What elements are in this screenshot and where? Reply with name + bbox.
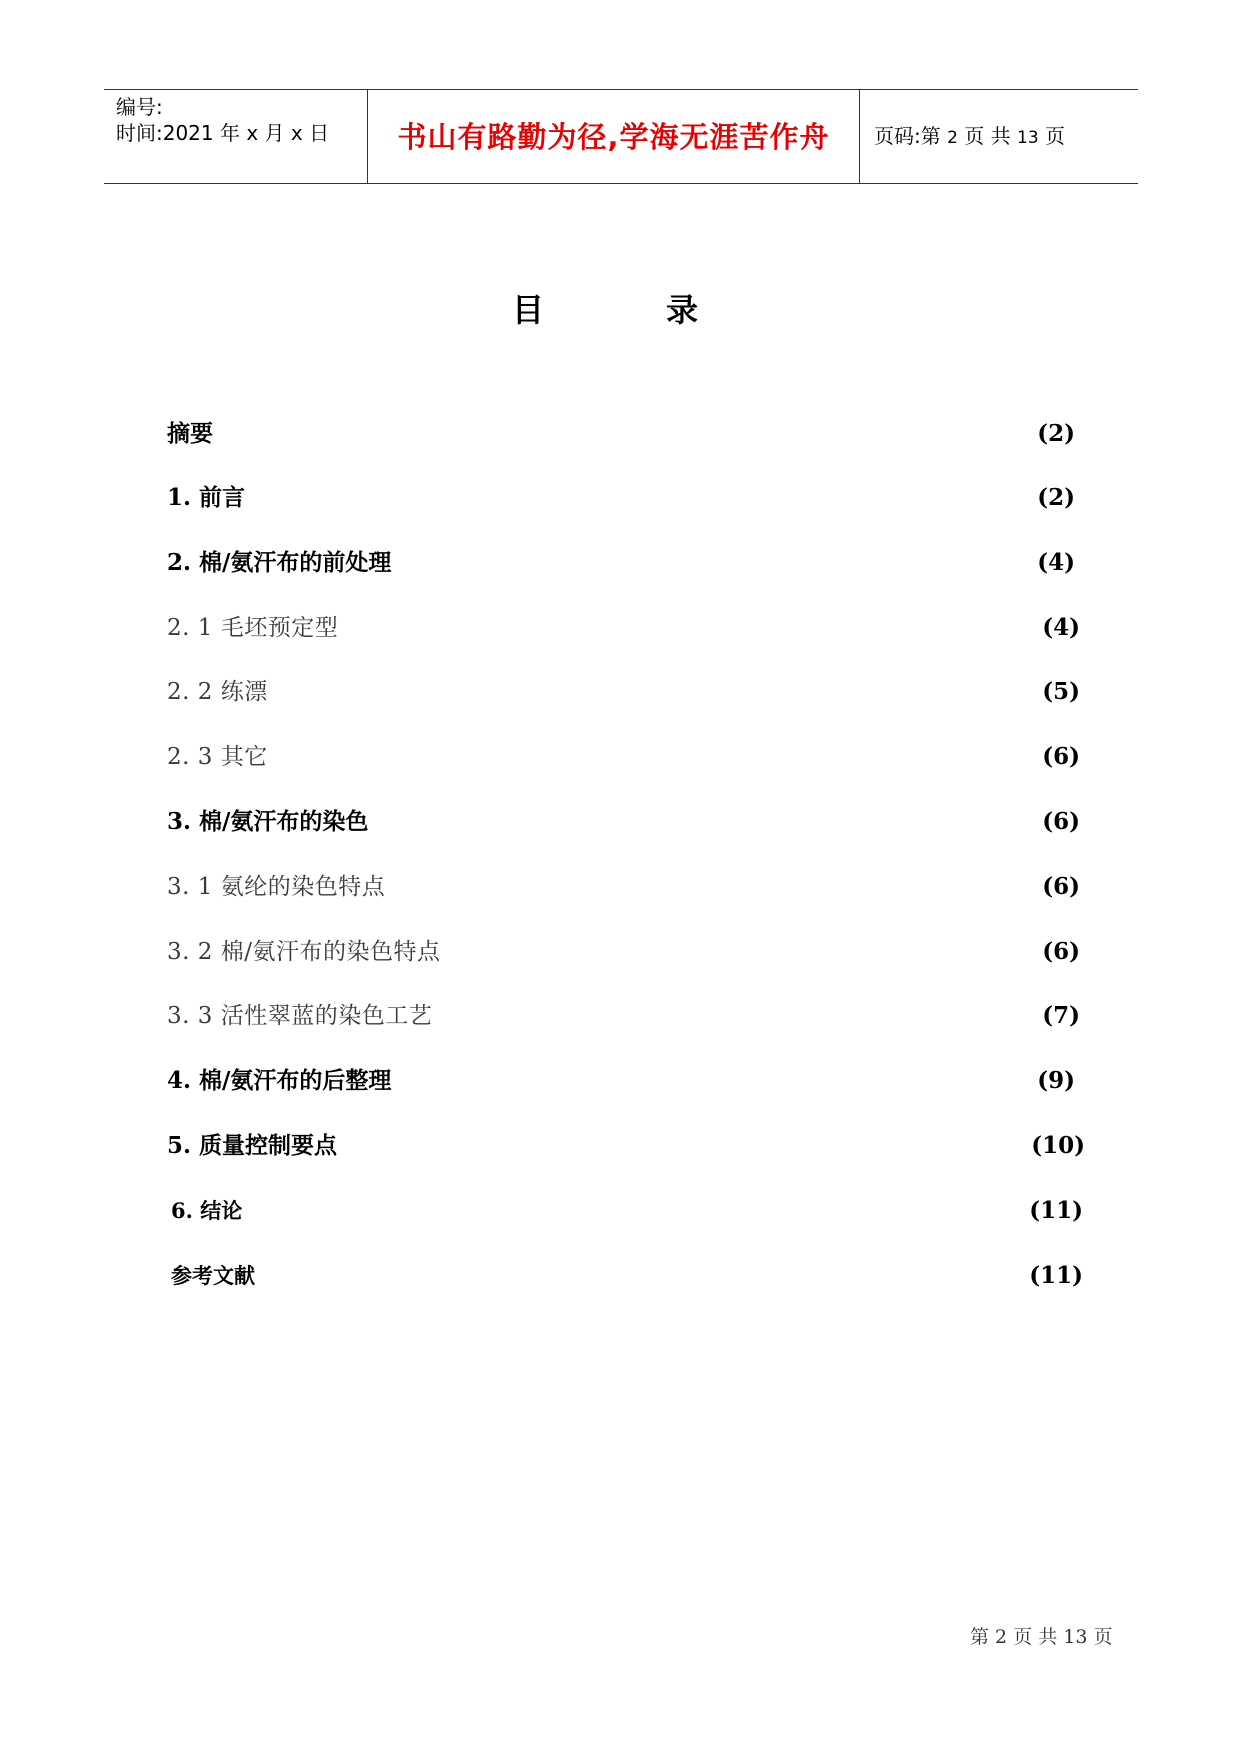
toc-label: 3. 棉/氨汗布的染色: [167, 808, 369, 835]
toc-label: 6. 结论: [171, 1198, 243, 1223]
toc-label: 摘要: [167, 420, 213, 447]
toc-page-number: (7): [1042, 1002, 1080, 1029]
toc-page-number: (5): [1042, 678, 1080, 705]
toc-page-number: (6): [1042, 743, 1080, 770]
toc-row[interactable]: [167, 935, 1085, 971]
toc-label: 1. 前言: [167, 484, 246, 511]
header-page-cell: [860, 90, 1138, 183]
header-page-info: [874, 123, 1065, 151]
toc-page-number: (6): [1042, 938, 1080, 965]
page-total: 13: [1017, 128, 1039, 148]
toc-page-number: (11): [1029, 1262, 1083, 1289]
toc-label: 参考文献: [171, 1263, 255, 1288]
toc-label: 3. 1 氨纶的染色特点: [167, 874, 386, 900]
toc-row[interactable]: [167, 1064, 1085, 1100]
toc-page-number: (9): [1037, 1067, 1075, 1094]
motto-text: 书山有路勤为径,学海无涯苦作舟: [397, 120, 830, 154]
page-current: 2: [947, 128, 958, 148]
toc-label: 2. 棉/氨汗布的前处理: [167, 549, 392, 576]
toc-page-number: (4): [1037, 549, 1075, 576]
toc-label: 2. 2 练漂: [167, 679, 268, 705]
toc-row[interactable]: [167, 740, 1085, 776]
toc-row[interactable]: [167, 1194, 1085, 1230]
toc-page-number: (2): [1037, 420, 1075, 447]
toc-row[interactable]: [167, 1129, 1085, 1165]
toc-label: 3. 3 活性翠蓝的染色工艺: [167, 1003, 433, 1029]
toc-page-number: (10): [1031, 1132, 1085, 1159]
toc-row[interactable]: [167, 417, 1085, 453]
toc-row[interactable]: [167, 805, 1085, 841]
toc-title-char-1: 目: [512, 291, 545, 329]
page-mid: 页 共: [957, 124, 1018, 148]
toc-page-number: (4): [1042, 614, 1080, 641]
page-prefix: 页码:第: [874, 124, 948, 148]
header-motto-cell: [368, 90, 860, 183]
toc-row[interactable]: [167, 1259, 1085, 1295]
toc-row[interactable]: [167, 481, 1085, 517]
toc-row[interactable]: [167, 999, 1085, 1035]
toc-label: 2. 1 毛坯预定型: [167, 615, 339, 641]
page-footer: 第 2 页 共 13 页: [970, 1626, 1113, 1648]
toc-title-char-2: 录: [666, 291, 699, 329]
time-label: 时间:2021 年 x 月 x 日: [116, 121, 330, 145]
toc-row[interactable]: [167, 675, 1085, 711]
toc-page-number: (2): [1037, 484, 1075, 511]
document-header: [104, 89, 1138, 184]
toc-page-number: (11): [1029, 1197, 1083, 1224]
toc-row[interactable]: [167, 611, 1085, 647]
header-meta-cell: [104, 90, 368, 183]
number-label: 编号:: [116, 95, 163, 119]
toc-row[interactable]: [167, 870, 1085, 906]
page-suffix: 页: [1038, 124, 1066, 148]
toc-label: 5. 质量控制要点: [167, 1132, 338, 1159]
toc-label: 3. 2 棉/氨汗布的染色特点: [167, 939, 441, 965]
toc-page-number: (6): [1042, 808, 1080, 835]
toc-label: 4. 棉/氨汗布的后整理: [167, 1067, 392, 1094]
toc-label: 2. 3 其它: [167, 744, 268, 770]
toc-page-number: (6): [1042, 873, 1080, 900]
toc-row[interactable]: [167, 546, 1085, 582]
